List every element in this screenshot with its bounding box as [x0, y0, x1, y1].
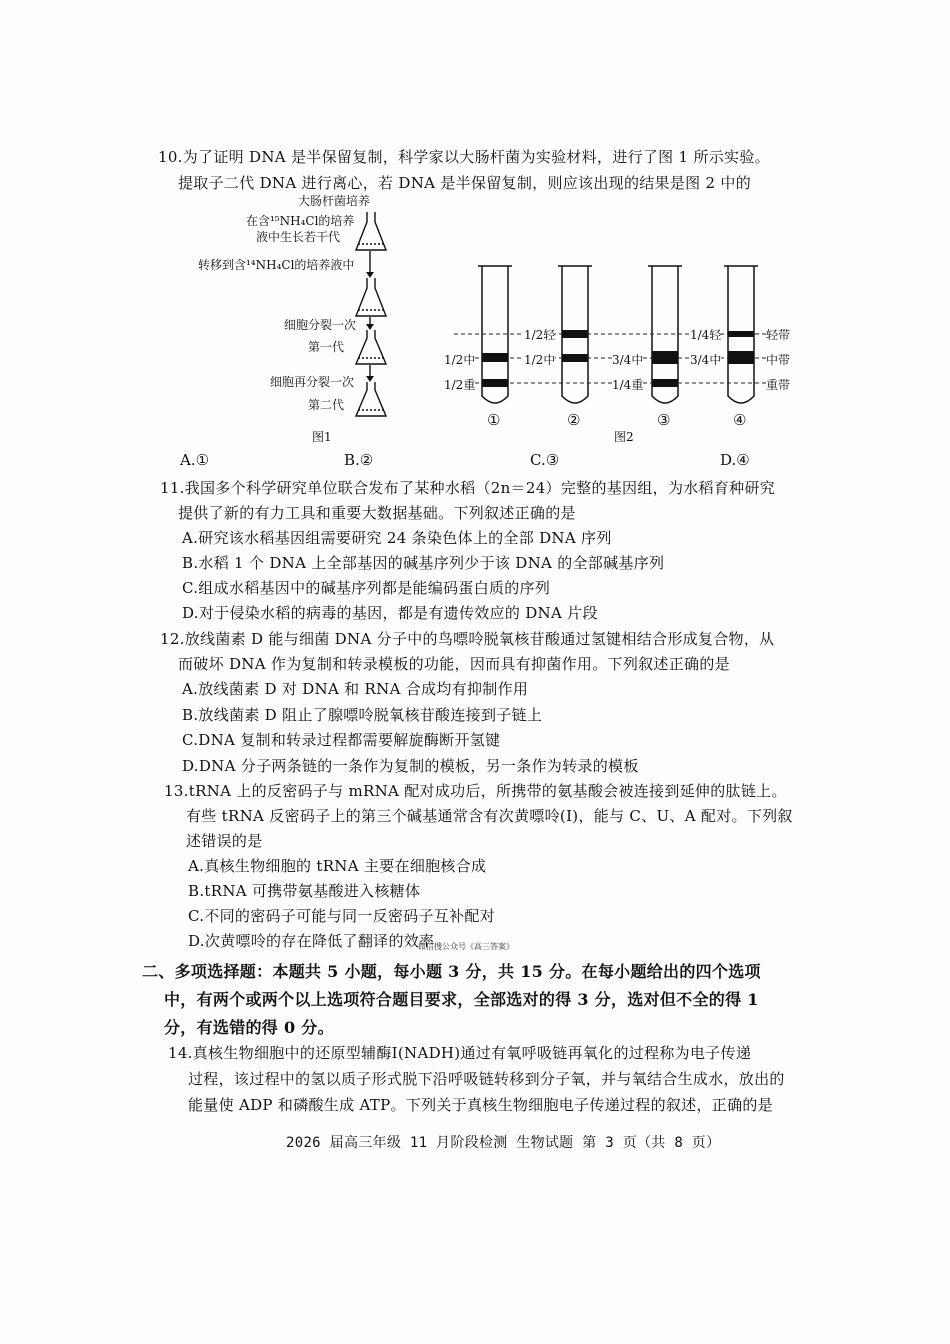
q12-stem-line2: 而破坏 DNA 作为复制和转录模板的功能，因而具有抑菌作用。下列叙述正确的是	[178, 655, 730, 673]
t4-light-label: 1/4轻	[690, 328, 722, 342]
arrow-1-icon	[366, 272, 374, 278]
t2-mid-label: 1/2中	[524, 353, 556, 367]
t4-mid-band	[728, 351, 754, 364]
tube-label-4: ④	[733, 411, 747, 429]
q14-stem-line2: 过程，该过程中的氢以质子形式脱下沿呼吸链转移到分子氧，并与氧结合生成水，放出的	[188, 1070, 785, 1088]
t3-heavy-label: 1/4重	[612, 378, 644, 392]
section2-line1: 二、多项选择题：本题共 5 小题，每小题 3 分，共 15 分。在每小题给出的四个选项	[142, 962, 761, 981]
t2-light-band	[562, 330, 588, 338]
q12-option-b[interactable]: B.放线菌素 D 阻止了腺嘌呤脱氧核苷酸连接到子链上	[182, 706, 543, 724]
tube-label-3: ③	[657, 411, 671, 429]
t3-heavy-band	[652, 379, 678, 387]
arrow-2-icon	[366, 324, 374, 330]
fig1-gen2: 第二代	[308, 398, 345, 412]
q13-stem-line1: 13.tRNA 上的反密码子与 mRNA 配对成功后，所携带的氨基酸会被连接到延伸的肽链上。	[164, 782, 787, 800]
legend-mid: 中带	[766, 353, 791, 367]
q10-option-d[interactable]: D.④	[720, 451, 750, 469]
q10-stem-line2: 提取子二代 DNA 进行离心，若 DNA 是半保留复制，则应该出现的结果是图 2 中的	[178, 174, 752, 192]
t1-heavy-label: 1/2重	[444, 378, 476, 392]
fig1-gen1: 第一代	[308, 340, 345, 354]
q11-option-c[interactable]: C.组成水稻基因中的碱基序列都是能编码蛋白质的序列	[182, 579, 551, 597]
q11-stem-line2: 提供了新的有力工具和重要大数据基础。下列叙述正确的是	[178, 504, 576, 522]
q14-stem-line3: 能量使 ADP 和磷酸生成 ATP。下列关于真核生物细胞电子传递过程的叙述，正确的是	[188, 1096, 773, 1114]
t1-mid-band	[482, 353, 508, 362]
q12-stem-line1: 12.放线菌素 D 能与细菌 DNA 分子中的鸟嘌呤脱氧核苷酸通过氢键相结合形成复合物，从	[160, 630, 775, 648]
fig1-step1a: 在含¹⁵NH₄Cl的培养	[246, 214, 355, 228]
q13-option-a[interactable]: A.真核生物细胞的 tRNA 主要在细胞核合成	[188, 857, 487, 875]
q14-stem-line1: 14.真核生物细胞中的还原型辅酶Ⅰ(NADH)通过有氧呼吸链再氧化的过程称为电子传递	[168, 1044, 752, 1062]
fig1-top-label: 大肠杆菌培养	[298, 194, 371, 208]
tube-label-2: ②	[567, 411, 581, 429]
t3-mid-label: 3/4中	[612, 353, 644, 367]
fig1-divide2: 细胞再分裂一次	[270, 375, 355, 389]
q13-option-c[interactable]: C.不同的密码子可能与同一反密码子互补配对	[188, 907, 496, 925]
t1-mid-label: 1/2中	[444, 353, 476, 367]
q11-option-a[interactable]: A.研究该水稻基因组需要研究 24 条染色体上的全部 DNA 序列	[182, 529, 612, 547]
q11-option-b[interactable]: B.水稻 1 个 DNA 上全部基因的碱基序列少于该 DNA 的全部碱基序列	[182, 554, 665, 572]
q11-stem-line1: 11.我国多个科学研究单位联合发布了某种水稻（2n＝24）完整的基因组，为水稻育种研究	[160, 479, 776, 497]
q10-option-b[interactable]: B.②	[344, 451, 374, 469]
fig1-flask-diagram	[340, 200, 400, 430]
arrow-3-icon	[366, 376, 374, 382]
t2-mid-band	[562, 354, 588, 362]
section2-line3: 分，有选错的得 0 分。	[164, 1018, 334, 1037]
page-footer: 2026 届高三年级 11 月阶段检测 生物试题 第 3 页（共 8 页）	[286, 1135, 721, 1151]
q12-option-d[interactable]: D.DNA 分子两条链的一条作为复制的模板，另一条作为转录的模板	[182, 757, 639, 775]
flask-3-icon	[356, 330, 386, 364]
q12-option-c[interactable]: C.DNA 复制和转录过程都需要解旋酶断开氢键	[182, 731, 501, 749]
q13-stem-line3: 述错误的是	[186, 832, 263, 850]
q10-option-a[interactable]: A.①	[180, 451, 210, 469]
t3-mid-band	[652, 351, 678, 364]
q12-option-a[interactable]: A.放线菌素 D 对 DNA 和 RNA 合成均有抑制作用	[182, 680, 529, 698]
legend-light: 轻带	[766, 328, 791, 342]
fig2-tubes-diagram	[440, 262, 810, 432]
q11-option-d[interactable]: D.对于侵染水稻的病毒的基因，都是有遗传效应的 DNA 片段	[182, 604, 598, 622]
t4-mid-label: 3/4中	[690, 353, 722, 367]
flask-4-icon	[356, 382, 386, 416]
t4-light-band	[728, 331, 754, 337]
q10-stem-line1: 10.为了证明 DNA 是半保留复制，科学家以大肠杆菌为实验材料，进行了图 1 所示实验。	[158, 148, 770, 166]
t1-heavy-band	[482, 379, 508, 387]
fig1-step1b: 液中生长若干代	[256, 230, 341, 244]
q13-stem-line2: 有些 tRNA 反密码子上的第三个碱基通常含有次黄嘌呤(I)，能与 C、U、A 配对。下列叙	[186, 807, 793, 825]
q13-option-b[interactable]: B.tRNA 可携带氨基酸进入核糖体	[188, 882, 421, 900]
q13-option-d[interactable]: D.次黄嘌呤的存在降低了翻译的效率	[188, 932, 435, 950]
fig1-transfer: 转移到含¹⁴NH₄Cl的培养液中	[198, 258, 355, 272]
t2-light-label: 1/2轻	[524, 328, 556, 342]
fig1-caption: 图1	[312, 430, 332, 444]
legend-heavy: 重带	[766, 378, 791, 392]
q10-option-c[interactable]: C.③	[530, 451, 560, 469]
section2-line2: 中，有两个或两个以上选项符合题目要求，全部选对的得 3 分，选对但不全的得 1	[164, 990, 759, 1009]
tube-label-1: ①	[487, 411, 501, 429]
watermark-text: 微信搜公众号《高三答案》	[418, 942, 514, 951]
fig2-caption: 图2	[614, 430, 634, 444]
fig1-divide1: 细胞分裂一次	[284, 318, 357, 332]
